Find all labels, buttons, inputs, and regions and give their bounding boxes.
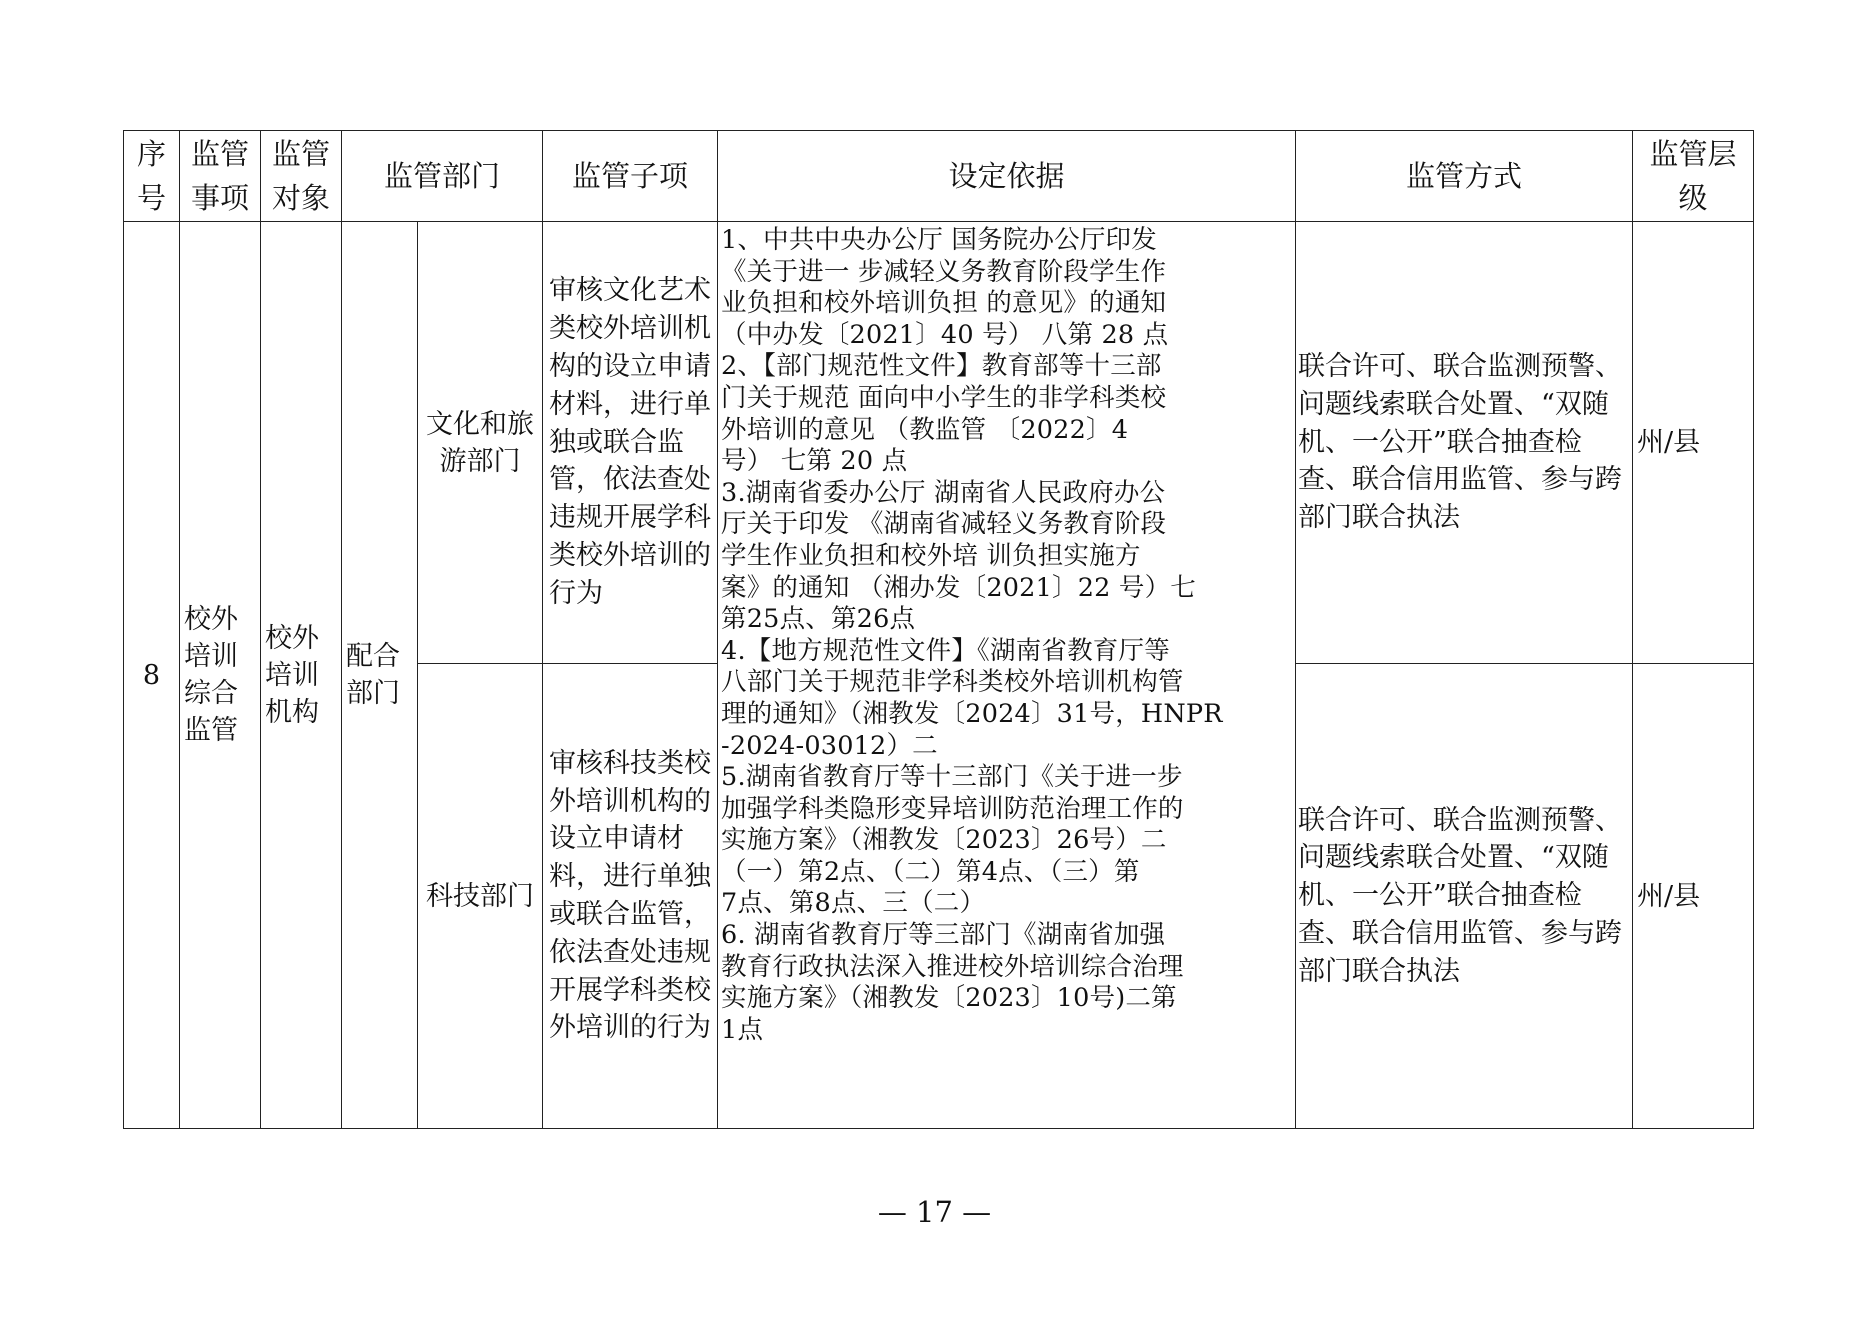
method-cell: 联合许可、联合监测预警、问题线索联合处置、“双随机、一公开”联合抽查检查、联合信用监管、参与跨部门联合执法 bbox=[1296, 222, 1633, 664]
basis-line: 业负担和校外培训负担 的意见》的通知 bbox=[721, 288, 1167, 319]
header-subitem: 监管子项 bbox=[543, 131, 718, 222]
regulation-table bbox=[123, 130, 1754, 1129]
subitem-cell: 审核文化艺术类校外培训机构的设立申请材料，进行单独或联合监管，依法查处违规开展学科类校外培训的行为 bbox=[543, 222, 718, 664]
basis-line: 6. 湖南省教育厅等三部门《湖南省加强 bbox=[721, 920, 1166, 951]
basis-line: 实施方案》（湘教发〔2023〕10号)二第 bbox=[721, 983, 1177, 1014]
header-dept: 监管部门 bbox=[342, 131, 543, 222]
basis-line: -2024-03012）二 bbox=[721, 730, 938, 761]
basis-line: 加强学科类隐形变异培训防范治理工作的 bbox=[721, 793, 1184, 824]
level-cell: 州/县 bbox=[1633, 664, 1754, 1129]
header-item: 监管事项 bbox=[180, 131, 261, 222]
subitem-cell: 审核科技类校外培训机构的设立申请材料，进行单独或联合监管，依法查处违规开展学科类校外培训的行为 bbox=[543, 664, 718, 1129]
header-basis: 设定依据 bbox=[718, 131, 1296, 222]
basis-line: （一）第2点、（二）第4点、（三）第 bbox=[721, 856, 1140, 887]
basis-line: 5.湖南省教育厅等十三部门《关于进一步 bbox=[721, 762, 1183, 793]
basis-line: 厅关于印发 《湖南省减轻义务教育阶段 bbox=[721, 509, 1167, 540]
seq-cell: 8 bbox=[124, 222, 180, 1129]
header-row bbox=[124, 131, 1754, 222]
basis-line: 《关于进一 步减轻义务教育阶段学生作 bbox=[721, 256, 1167, 287]
page-number: — 17 — bbox=[877, 1195, 992, 1229]
object-cell: 校外培训机构 bbox=[261, 222, 342, 1129]
basis-line: 理的通知》（湘教发〔2024〕31号，HNPR bbox=[721, 698, 1223, 729]
basis-line: 1点 bbox=[721, 1014, 764, 1045]
dept-cell: 科技部门 bbox=[418, 664, 543, 1129]
item-cell: 校外培训综合监管 bbox=[180, 222, 261, 1129]
method-cell: 联合许可、联合监测预警、问题线索联合处置、“双随机、一公开”联合抽查检查、联合信用监管、参与跨部门联合执法 bbox=[1296, 664, 1633, 1129]
basis-line: 学生作业负担和校外培 训负担实施方 bbox=[721, 540, 1141, 571]
basis-line: 号） 七第 20 点 bbox=[721, 446, 908, 477]
header-method: 监管方式 bbox=[1296, 131, 1633, 222]
basis-line: （中办发〔2021〕40 号） 八第 28 点 bbox=[721, 319, 1169, 350]
basis-line: 1、中共中央办公厅 国务院办公厅印发 bbox=[721, 225, 1157, 255]
basis-line: 案》的通知 （湘办发〔2021〕22 号）七 bbox=[721, 572, 1196, 603]
basis-line: 八部门关于规范非学科类校外培训机构管 bbox=[721, 667, 1184, 698]
basis-line: 2、【部门规范性文件】教育部等十三部 bbox=[721, 351, 1162, 382]
dept-cell: 文化和旅游部门 bbox=[418, 222, 543, 664]
table-row bbox=[124, 222, 1754, 664]
header-level: 监管层级 bbox=[1633, 131, 1754, 222]
basis-line: 外培训的意见 （教监管 〔2022〕4 bbox=[721, 414, 1129, 445]
level-cell: 州/县 bbox=[1633, 222, 1754, 664]
basis-line: 3.湖南省委办公厅 湖南省人民政府办公 bbox=[721, 477, 1166, 508]
basis-line: 实施方案》（湘教发〔2023〕26号）二 bbox=[721, 825, 1167, 856]
basis-line: 第25点、第26点 bbox=[721, 604, 916, 635]
header-object: 监管对象 bbox=[261, 131, 342, 222]
basis-cell bbox=[718, 222, 1296, 1129]
basis-line: 教育行政执法深入推进校外培训综合治理 bbox=[721, 951, 1184, 982]
role-cell: 配合部门 bbox=[342, 222, 418, 1129]
basis-line: 4.【地方规范性文件】《湖南省教育厅等 bbox=[721, 635, 1170, 666]
basis-line: 7点、第8点、三（二） bbox=[721, 888, 986, 919]
header-seq: 序号 bbox=[124, 131, 180, 222]
basis-line: 门关于规范 面向中小学生的非学科类校 bbox=[721, 382, 1167, 413]
